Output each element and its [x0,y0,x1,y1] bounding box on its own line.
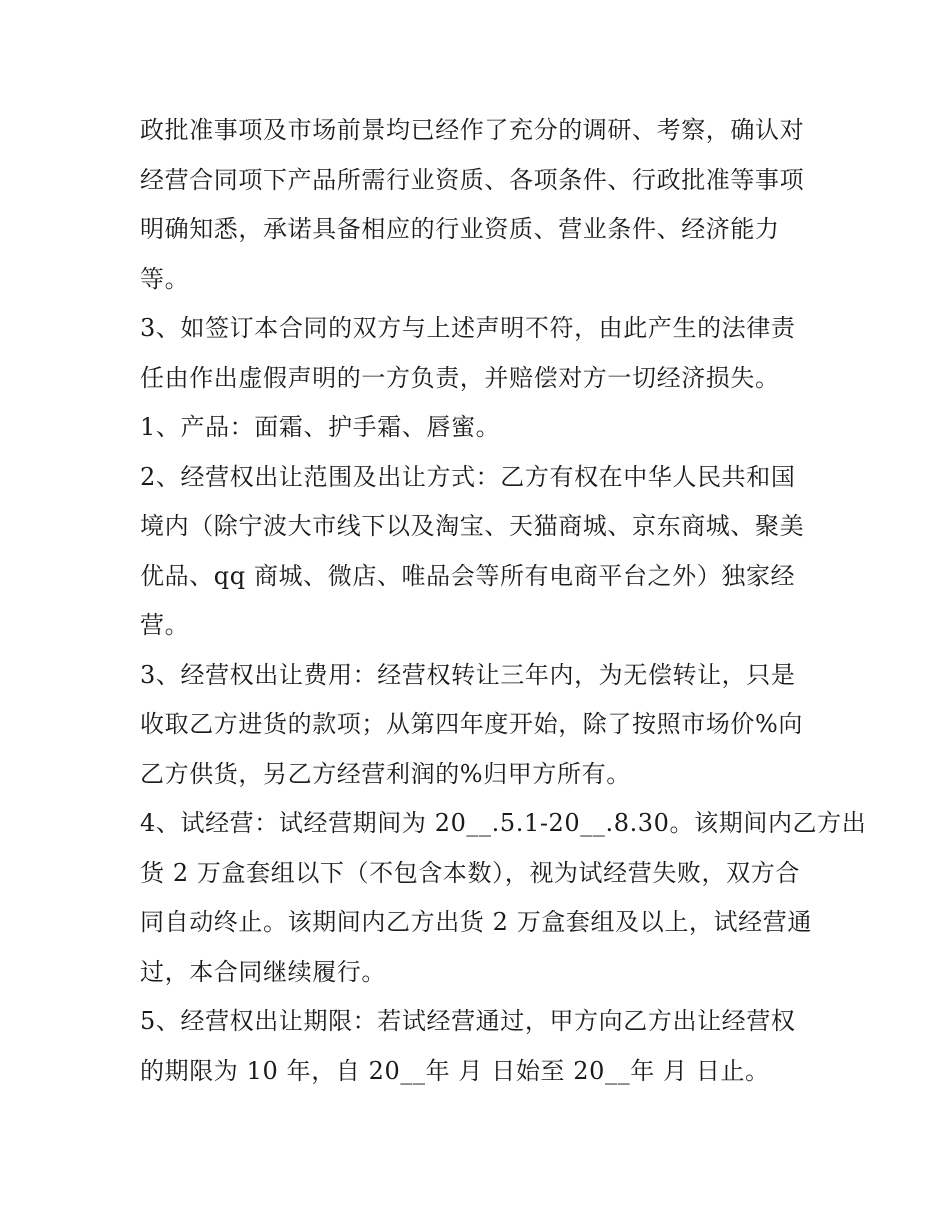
text-line: 3、经营权出让费用：经营权转让三年内，为无偿转让，只是 [140,660,796,689]
text-line: 2、经营权出让范围及出让方式：乙方有权在中华人民共和国 [140,462,796,491]
text-line: 5、经营权出让期限：若试经营通过，甲方向乙方出让经营权 [140,1007,796,1035]
text-line: 营。 [140,611,190,639]
text-line: 优品、qq 商城、微店、唯品会等所有电商平台之外）独家经 [140,561,796,590]
text-line: 明确知悉，承诺具备相应的行业资质、营业条件、经济能力 [140,215,780,243]
text-line: 1、产品：面霜、护手霜、唇蜜。 [140,413,501,441]
text-line: 政批准事项及市场前景均已经作了充分的调研、考察，确认对 [140,116,805,144]
text-line: 货 2 万盒套组以下（不包含本数），视为试经营失败，双方合 [140,858,800,887]
text-line: 乙方供货，另乙方经营利润的%归甲方所有。 [140,759,631,788]
text-line: 等。 [140,264,190,293]
document-body [140,106,867,1096]
text-line: 的期限为 10 年，自 20__年 月 日始至 20__年 月 日止。 [140,1056,770,1085]
text-line: 境内（除宁波大市线下以及淘宝、天猫商城、京东商城、聚美 [140,512,805,540]
text-line: 任由作出虚假声明的一方负责，并赔偿对方一切经济损失。 [140,363,780,392]
text-line: 收取乙方进货的款项；从第四年度开始，除了按照市场价%向 [140,710,804,738]
text-line: 4、试经营：试经营期间为 20__.5.1-20__.8.30。该期间内乙方出 [140,809,867,837]
text-line: 同自动终止。该期间内乙方出货 2 万盒套组及以上，试经营通 [140,908,812,936]
text-line: 过，本合同继续履行。 [140,957,386,986]
text-line: 3、如签订本合同的双方与上述声明不符，由此产生的法律责 [140,314,796,342]
text-line: 经营合同项下产品所需行业资质、各项条件、行政批准等事项 [140,165,805,194]
